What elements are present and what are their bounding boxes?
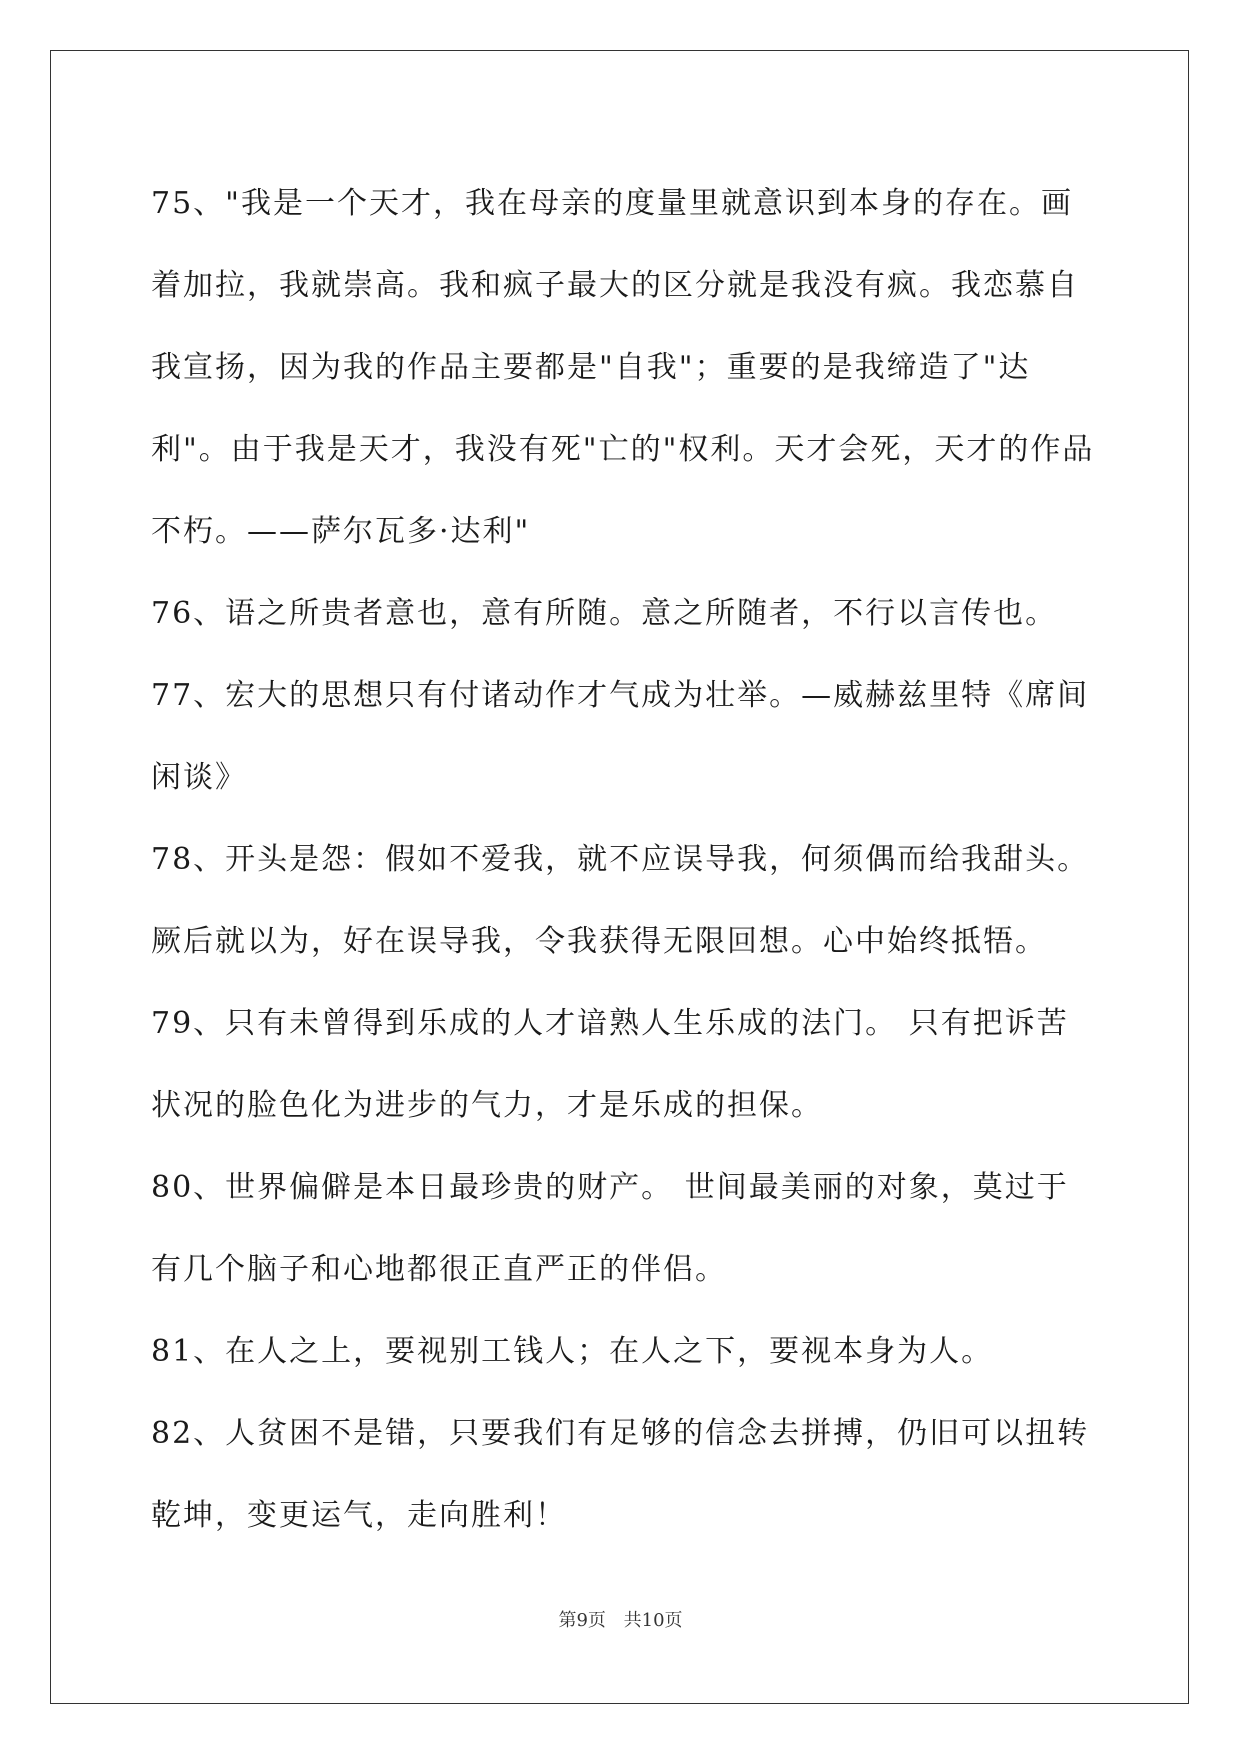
quote-81: 81、在人之上，要视别工钱人；在人之下，要视本身为人。: [151, 1334, 994, 1369]
page-number: 第9页: [558, 1610, 606, 1631]
quote-76: 76、语之所贵者意也，意有所随。意之所随者，不行以言传也。: [151, 596, 1058, 631]
quote-77: 77、宏大的思想只有付诸动作才气成为壮举。—威赫兹里特《席间闲谈》: [151, 678, 1090, 795]
quote-79: 79、只有未曾得到乐成的人才谙熟人生乐成的法门。 只有把诉苦状况的脸色化为进步的气力，才是乐成的担保。: [151, 1006, 1069, 1123]
page-total: 共10页: [623, 1610, 683, 1631]
quote-80: 80、世界偏僻是本日最珍贵的财产。 世间最美丽的对象，莫过于有几个脑子和心地都很正直严正的伴侣。: [151, 1170, 1069, 1287]
document-body: [151, 163, 1096, 1557]
quote-82: 82、人贫困不是错，只要我们有足够的信念去拼搏，仍旧可以扭转乾坤，变更运气，走向胜利！: [151, 1416, 1090, 1533]
quote-78: 78、开头是怨：假如不爱我，就不应误导我，何须偶而给我甜头。厥后就以为，好在误导我，令我获得无限回想。心中始终抵牾。: [151, 842, 1090, 959]
quote-75: 75、"我是一个天才，我在母亲的度量里就意识到本身的存在。画着加拉，我就崇高。我和疯子最大的区分就是我没有疯。我恋慕自我宣扬，因为我的作品主要都是"自我"；重要的是我缔造了"达利"。由于我是天才，我没有死"亡的"权利。天才会死，天才的作品不朽。——萨尔瓦多·达利": [151, 186, 1095, 549]
page-footer: [0, 1606, 1241, 1632]
